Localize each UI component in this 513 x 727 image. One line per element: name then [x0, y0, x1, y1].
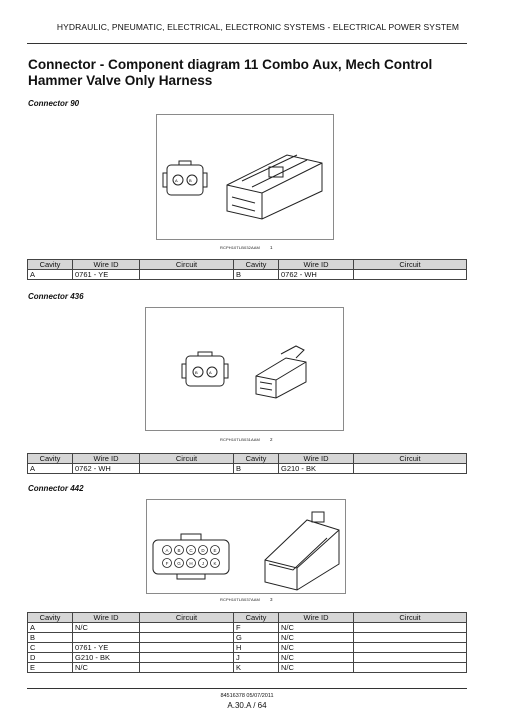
connector-436-figure: [145, 307, 344, 431]
page-title: Connector - Component diagram 11 Combo Aux, Mech Control Hammer Valve Only Harness: [28, 57, 433, 88]
cell: B: [234, 464, 279, 474]
connector-436-table: [27, 453, 467, 474]
cell: B: [234, 270, 279, 280]
pin-label: A: [165, 548, 169, 553]
svg-text:A: A: [175, 178, 178, 183]
cell: [354, 623, 467, 633]
connector-436-drawing: [146, 308, 343, 430]
page-header: HYDRAULIC, PNEUMATIC, ELECTRICAL, ELECTRONIC SYSTEMS - ELECTRICAL POWER SYSTEM: [56, 22, 460, 32]
col-wire-id: Wire ID: [279, 613, 354, 623]
cell: 0762 - WH: [279, 270, 354, 280]
col-cavity: Cavity: [28, 260, 73, 270]
cell: N/C: [279, 643, 354, 653]
col-cavity: Cavity: [28, 454, 73, 464]
cell: [354, 643, 467, 653]
cell: K: [234, 663, 279, 673]
connector-442-drawing: [147, 500, 345, 593]
cell: [140, 633, 234, 643]
cell: G210 - BK: [73, 653, 140, 663]
col-cavity: Cavity: [234, 613, 279, 623]
cell: C: [28, 643, 73, 653]
table-header-row: [28, 613, 467, 623]
cell: G210 - BK: [279, 464, 354, 474]
connector-90-figure-number: 1: [270, 245, 273, 250]
connector-442-table: [27, 612, 467, 673]
col-circuit: Circuit: [140, 613, 234, 623]
cell: [354, 270, 467, 280]
pin-label: E: [213, 548, 217, 553]
cell: [354, 663, 467, 673]
cell: [140, 643, 234, 653]
cell: 0761 - YE: [73, 643, 140, 653]
col-circuit: Circuit: [140, 260, 234, 270]
pin-label: G: [177, 561, 181, 566]
pin-label: F: [165, 561, 169, 566]
cell: H: [234, 643, 279, 653]
svg-text:B: B: [195, 370, 198, 375]
cell: A: [28, 464, 73, 474]
connector-90-table: [27, 259, 467, 280]
table-header-row: [28, 454, 467, 464]
table-row: [28, 464, 467, 474]
header-rule: [27, 43, 467, 44]
connector-436-figure-code: RCPH10TLB031AAM: [220, 437, 260, 442]
pin-label: H: [189, 561, 193, 566]
cell: N/C: [279, 653, 354, 663]
connector-90-figure-code: RCPH10TLB032AAM: [220, 245, 260, 250]
cell: N/C: [279, 623, 354, 633]
cell: [140, 663, 234, 673]
connector-436-label: Connector 436: [28, 292, 84, 301]
cell: F: [234, 623, 279, 633]
col-wire-id: Wire ID: [73, 613, 140, 623]
connector-442-figure-code: RCPH10TLB037AAM: [220, 597, 260, 602]
col-circuit: Circuit: [354, 613, 467, 623]
col-wire-id: Wire ID: [73, 260, 140, 270]
table-row: [28, 663, 467, 673]
cell: N/C: [279, 663, 354, 673]
col-wire-id: Wire ID: [279, 260, 354, 270]
table-row: [28, 270, 467, 280]
cell: N/C: [279, 633, 354, 643]
svg-text:A: A: [209, 370, 212, 375]
pin-label: D: [201, 548, 205, 553]
cell: [354, 653, 467, 663]
cell: [140, 464, 234, 474]
col-wire-id: Wire ID: [279, 454, 354, 464]
connector-442-figure-number: 3: [270, 597, 273, 602]
cell: [140, 623, 234, 633]
pin-label: B: [177, 548, 181, 553]
cell: [140, 653, 234, 663]
cell: [140, 270, 234, 280]
table-row: [28, 623, 467, 633]
pin-label: C: [189, 548, 193, 553]
table-row: [28, 653, 467, 663]
pin-label: J: [201, 561, 205, 566]
cell: [354, 633, 467, 643]
connector-436-figure-number: 2: [270, 437, 273, 442]
table-row: [28, 633, 467, 643]
col-cavity: Cavity: [28, 613, 73, 623]
footer-page-number: A.30.A / 64: [227, 701, 267, 710]
col-wire-id: Wire ID: [73, 454, 140, 464]
col-circuit: Circuit: [140, 454, 234, 464]
cell: [354, 464, 467, 474]
cell: 0761 - YE: [73, 270, 140, 280]
cell: 0762 - WH: [73, 464, 140, 474]
cell: [73, 633, 140, 643]
connector-90-label: Connector 90: [28, 99, 80, 108]
cell: A: [28, 623, 73, 633]
connector-442-figure: [146, 499, 346, 594]
svg-text:B: B: [189, 178, 192, 183]
connector-90-figure: [156, 114, 334, 240]
col-circuit: Circuit: [354, 454, 467, 464]
cell: N/C: [73, 663, 140, 673]
col-cavity: Cavity: [234, 454, 279, 464]
footer-rule: [27, 688, 467, 689]
connector-90-drawing: [157, 115, 333, 239]
pin-label: K: [213, 561, 217, 566]
cell: E: [28, 663, 73, 673]
col-cavity: Cavity: [234, 260, 279, 270]
cell: G: [234, 633, 279, 643]
cell: B: [28, 633, 73, 643]
cell: J: [234, 653, 279, 663]
cell: D: [28, 653, 73, 663]
table-header-row: [28, 260, 467, 270]
cell: A: [28, 270, 73, 280]
connector-442-label: Connector 442: [28, 484, 84, 493]
footer-doc-id: 84516378 05/07/2011: [220, 693, 274, 699]
col-circuit: Circuit: [354, 260, 467, 270]
table-row: [28, 643, 467, 653]
cell: N/C: [73, 623, 140, 633]
